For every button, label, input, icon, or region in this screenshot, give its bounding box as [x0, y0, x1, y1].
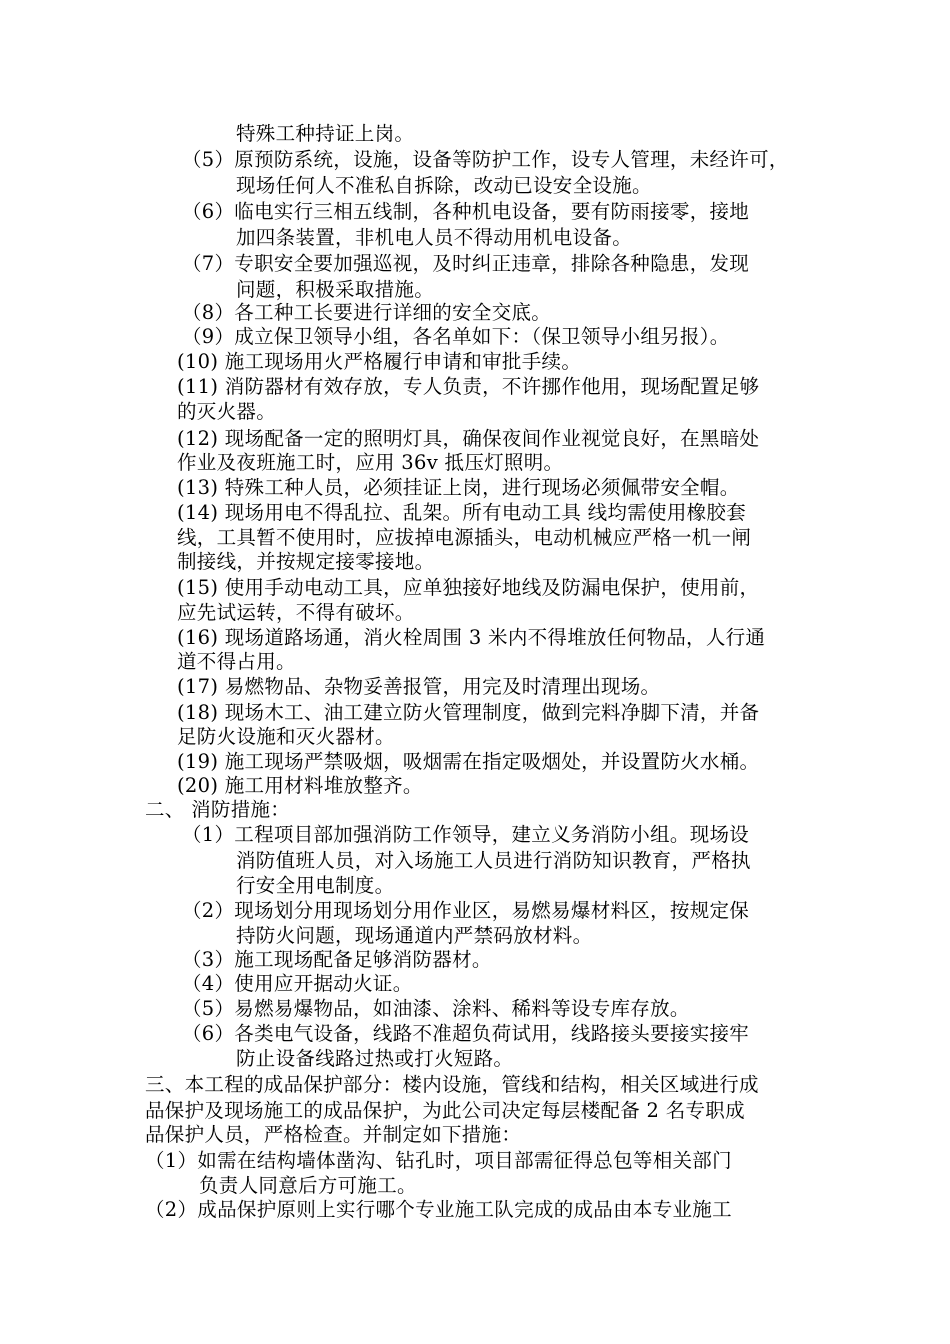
text-line: 问题，积极采取措施。 — [236, 278, 435, 301]
text-line: 制接线，并按规定接零接地。 — [177, 550, 435, 573]
section-heading: 三、本工程的成品保护部分：楼内设施，管线和结构，相关区域进行成 — [145, 1073, 759, 1096]
text-line: (19) 施工现场严禁吸烟，吸烟需在指定吸烟处，并设置防火水桶。 — [177, 750, 760, 773]
text-line: （1）工程项目部加强消防工作领导，建立义务消防小组。现场设 — [182, 823, 750, 846]
text-line: 加四条装置，非机电人员不得动用机电设备。 — [236, 226, 633, 249]
text-line: （8）各工种工长要进行详细的安全交底。 — [182, 301, 552, 324]
text-line: (15) 使用手动电动工具，应单独接好地线及防漏电保护，使用前， — [177, 576, 760, 599]
text-line: 道不得占用。 — [177, 650, 296, 673]
text-line: （6）临电实行三相五线制，各种机电设备，要有防雨接零，接地 — [182, 200, 750, 223]
text-line: （7）专职安全要加强巡视，及时纠正违章，排除各种隐患，发现 — [182, 252, 750, 275]
section-heading: 二、 消防措施： — [145, 798, 291, 821]
text-line: (16) 现场道路场通，消火栓周围 3 米内不得堆放任何物品，人行通 — [177, 626, 766, 649]
text-line: 负责人同意后方可施工。 — [199, 1174, 417, 1197]
text-line: 品保护及现场施工的成品保护，为此公司决定每层楼配备 2 名专职成 — [145, 1099, 745, 1122]
text-line: （9）成立保卫领导小组，各名单如下：（保卫领导小组另报）。 — [182, 325, 730, 348]
text-line: （2）现场划分用现场划分用作业区，易燃易爆材料区，按规定保 — [182, 899, 750, 922]
text-line: 品保护人员，严格检查。并制定如下措施： — [145, 1123, 522, 1146]
text-line: 线，工具暂不使用时，应拔掉电源插头，电动机械应严格一机一闸 — [177, 526, 752, 549]
text-line: (18) 现场木工、油工建立防火管理制度，做到完料净脚下清，并备 — [177, 701, 760, 724]
text-line: (10) 施工现场用火严格履行申请和审批手续。 — [177, 350, 582, 373]
text-line: (13) 特殊工种人员，必须挂证上岗，进行现场必须佩带安全帽。 — [177, 476, 740, 499]
text-line: (20) 施工用材料堆放整齐。 — [177, 774, 423, 797]
text-line: 作业及夜班施工时，应用 36v 抵压灯照明。 — [177, 451, 564, 474]
text-line: （5）原预防系统，设施，设备等防护工作，设专人管理，未经许可， — [182, 148, 789, 171]
text-line: 应先试运转，不得有破坏。 — [177, 601, 415, 624]
text-line: （4）使用应开据动火证。 — [182, 972, 413, 995]
text-line: （6）各类电气设备，线路不准超负荷试用，线路接头要接实接牢 — [182, 1022, 750, 1045]
text-line: （5）易燃易爆物品，如油漆、涂料、稀料等设专库存放。 — [182, 997, 690, 1020]
text-line: (11) 消防器材有效存放，专人负责，不许挪作他用，现场配置足够 — [177, 375, 760, 398]
text-line: 现场任何人不准私自拆除，改动已设安全设施。 — [236, 174, 652, 197]
text-line: 的灭火器。 — [177, 400, 277, 423]
text-line: (17) 易燃物品、杂物妥善报管，用完及时清理出现场。 — [177, 675, 661, 698]
text-line: 消防值班人员，对入场施工人员进行消防知识教育，严格执 — [236, 849, 751, 872]
text-line: 防止设备线路过热或打火短路。 — [236, 1047, 514, 1070]
text-line: 持防火问题，现场通道内严禁码放材料。 — [236, 924, 593, 947]
text-line: (14) 现场用电不得乱拉、乱架。所有电动工具 线均需使用橡胶套 — [177, 501, 747, 524]
text-line: （1）如需在结构墙体凿沟、钻孔时，项目部需征得总包等相关部门 — [145, 1149, 732, 1172]
text-line: 行安全用电制度。 — [236, 874, 395, 897]
text-line: （3）施工现场配备足够消防器材。 — [182, 948, 492, 971]
text-line: 特殊工种持证上岗。 — [236, 122, 415, 145]
text-line: （2）成品保护原则上实行哪个专业施工队完成的成品由本专业施工 — [145, 1198, 732, 1221]
text-line: 足防火设施和灭火器材。 — [177, 725, 395, 748]
text-line: (12) 现场配备一定的照明灯具，确保夜间作业视觉良好，在黑暗处 — [177, 427, 760, 450]
